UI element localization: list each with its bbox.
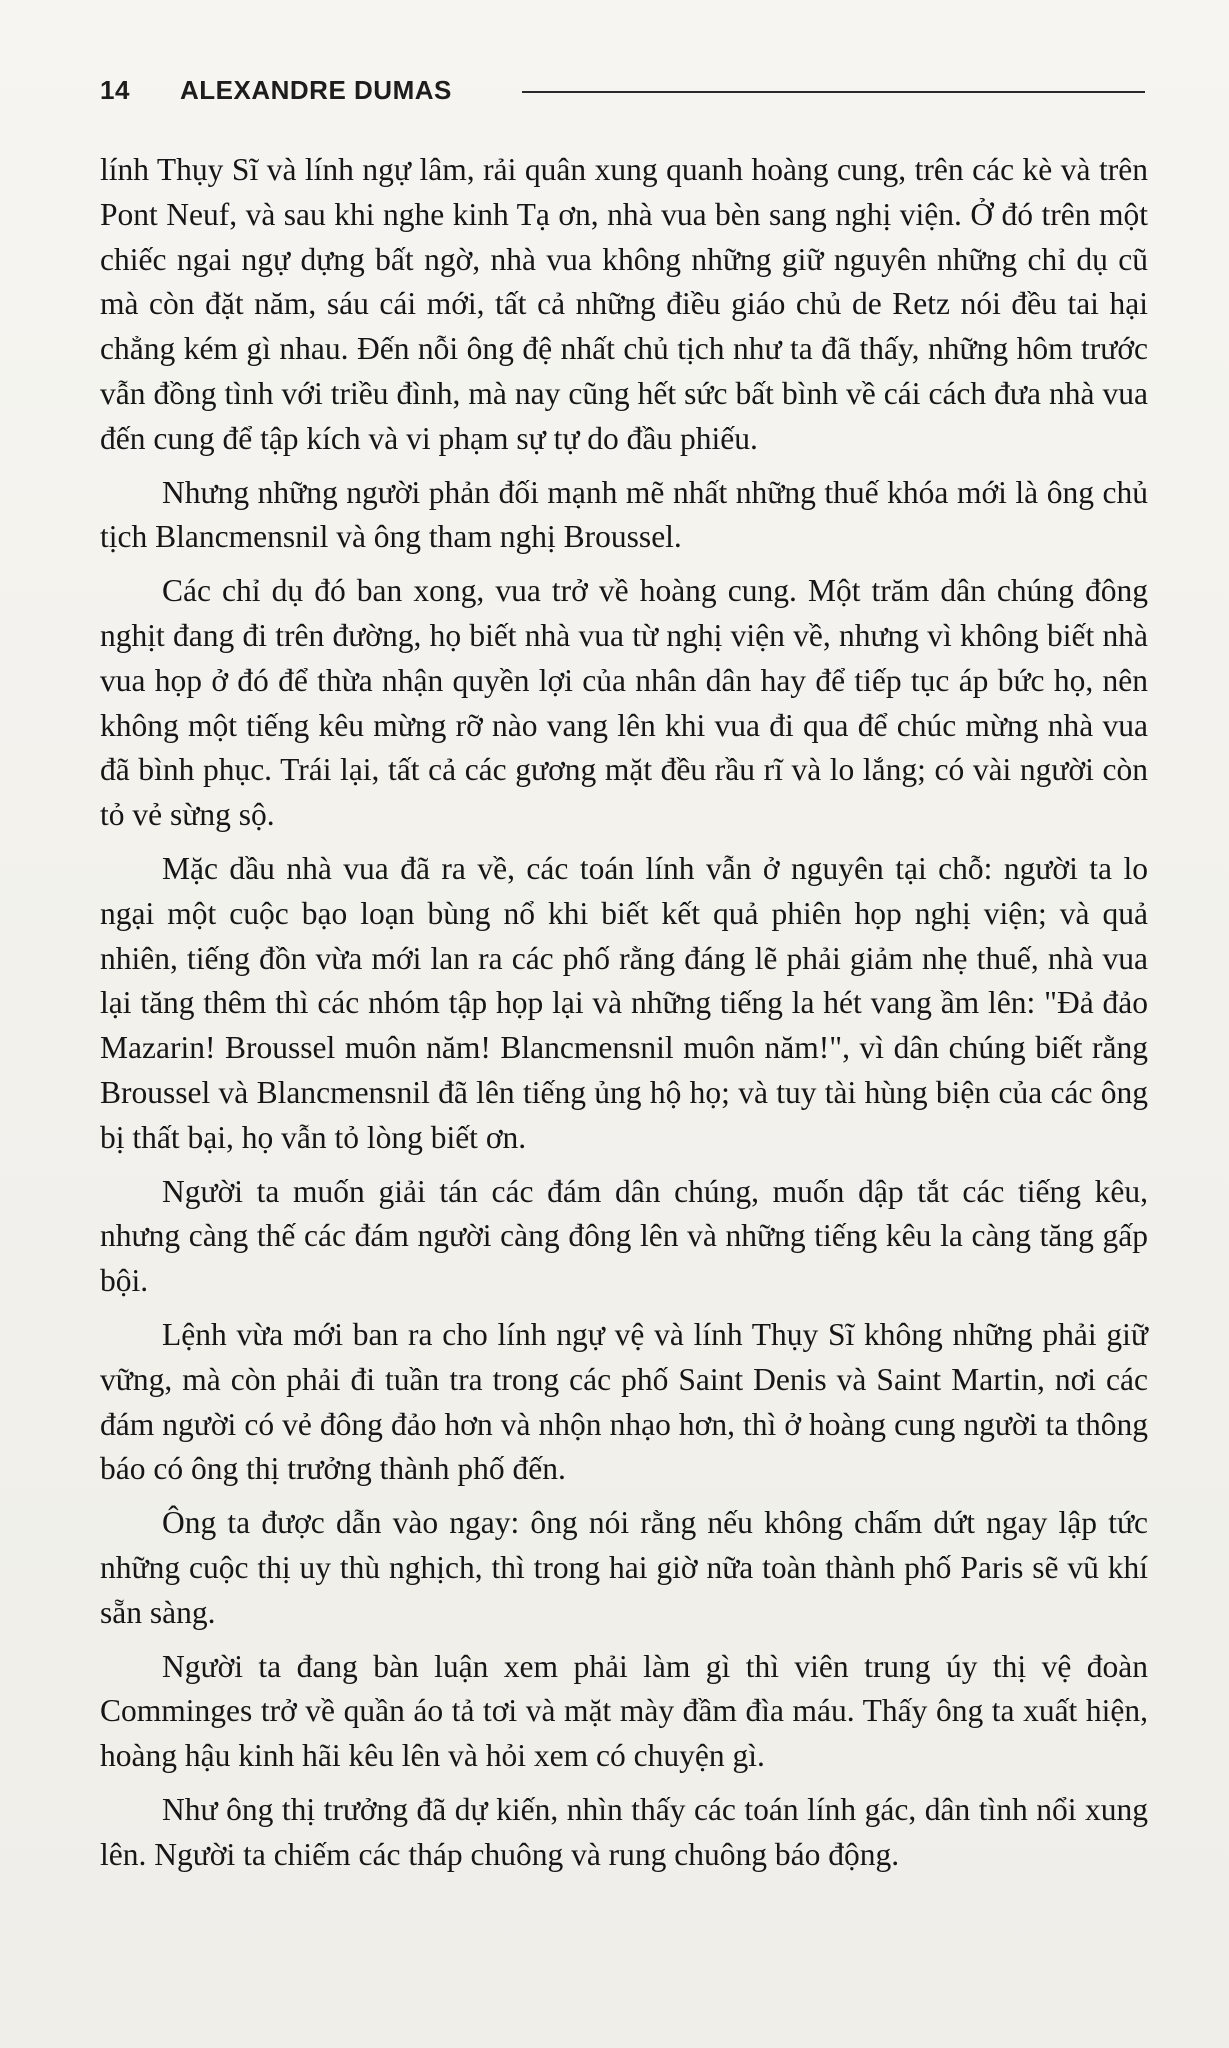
paragraph: Lệnh vừa mới ban ra cho lính ngự vệ và lính Thụy Sĩ không những phải giữ vững, mà còn phải đi tuần tra trong các phố Saint Denis và Saint Martin, nơi các đám người có vẻ đông đảo hơn và nhộn nhạo hơn, thì ở hoàng cung người ta thông báo có ông thị trưởng thành phố đến.: [100, 1316, 1148, 1487]
paragraph: Như ông thị trưởng đã dự kiến, nhìn thấy các toán lính gác, dân tình nổi xung lên. Người ta chiếm các tháp chuông và rung chuông báo động.: [100, 1791, 1148, 1872]
paragraph: Người ta đang bàn luận xem phải làm gì thì viên trung úy thị vệ đoàn Comminges trở về quần áo tả tơi và mặt mày đầm đìa máu. Thấy ông ta xuất hiện, hoàng hậu kinh hãi kêu lên và hỏi xem có chuyện gì.: [100, 1648, 1148, 1774]
paragraph: Mặc dầu nhà vua đã ra về, các toán lính vẫn ở nguyên tại chỗ: người ta lo ngại một cuộc bạo loạn bùng nổ khi biết kết quả phiên họp nghị viện; và quả nhiên, tiếng đồn vừa mới lan ra các phố rằng đáng lẽ phải giảm nhẹ thuế, nhà vua lại tăng thêm thì các nhóm tập họp lại và những tiếng la hét vang ầm lên: "Đả đảo Mazarin! Broussel muôn năm! Blancmensnil muôn năm!", vì dân chúng biết rằng Broussel và Blancmensnil đã lên tiếng ủng hộ họ; và tuy tài hùng biện của các ông bị thất bại, họ vẫn tỏ lòng biết ơn.: [100, 850, 1148, 1155]
paragraph: Nhưng những người phản đối mạnh mẽ nhất những thuế khóa mới là ông chủ tịch Blancmensnil và ông tham nghị Broussel.: [100, 474, 1148, 555]
paragraph-continued: lính Thụy Sĩ và lính ngự lâm, rải quân xung quanh hoàng cung, trên các kè và trên Pont Neuf, và sau khi nghe kinh Tạ ơn, nhà vua bèn sang nghị viện. Ở đó trên một chiếc ngai ngự dựng bất ngờ, nhà vua không những giữ nguyên những chỉ dụ cũ mà còn đặt năm, sáu cái mới, tất cả những điều giáo chủ de Retz nói đều tai hại chẳng kém gì nhau. Đến nỗi ông đệ nhất chủ tịch như ta đã thấy, những hôm trước vẫn đồng tình với triều đình, mà nay cũng hết sức bất bình về cái cách đưa nhà vua đến cung để tập kích và vi phạm sự tự do đầu phiếu.: [100, 152, 1148, 456]
paragraph: Ông ta được dẫn vào ngay: ông nói rằng nếu không chấm dứt ngay lập tức những cuộc thị uy thù nghịch, thì trong hai giờ nữa toàn thành phố Paris sẽ vũ khí sẵn sàng.: [100, 1505, 1148, 1630]
body-text: [100, 148, 1148, 1886]
running-title: ALEXANDRE DUMAS: [180, 74, 452, 105]
header-rule: [522, 91, 1145, 93]
running-head: [100, 70, 1145, 110]
paragraph: Người ta muốn giải tán các đám dân chúng, muốn dập tắt các tiếng kêu, nhưng càng thế các đám người càng đông lên và những tiếng kêu la càng tăng gấp bội.: [100, 1173, 1148, 1299]
page-number: 14: [100, 74, 130, 105]
paragraph: Các chỉ dụ đó ban xong, vua trở về hoàng cung. Một trăm dân chúng đông nghịt đang đi trên đường, họ biết nhà vua từ nghị viện về, nhưng vì không biết nhà vua họp ở đó để thừa nhận quyền lợi của nhân dân hay để tiếp tục áp bức họ, nên không một tiếng kêu mừng rỡ nào vang lên khi vua đi qua để chúc mừng nhà vua đã bình phục. Trái lại, tất cả các gương mặt đều rầu rĩ và lo lắng; có vài người còn tỏ vẻ sừng sộ.: [100, 573, 1148, 833]
